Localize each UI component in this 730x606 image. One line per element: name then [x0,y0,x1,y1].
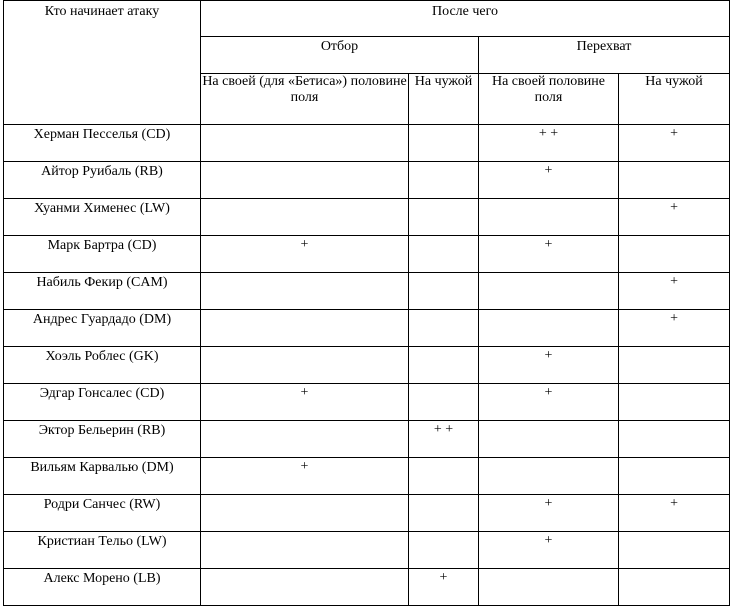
cell-interception-own-half: + [479,347,619,384]
player-name-cell: Родри Санчес (RW) [4,495,201,532]
player-name-cell: Эдгар Гонсалес (CD) [4,384,201,421]
cell-interception-opponent-half: + [619,125,730,162]
cell-interception-opponent-half [619,384,730,421]
table-row [4,458,730,495]
table-row [4,421,730,458]
table-row [4,199,730,236]
table-row [4,384,730,421]
header-tackle-own-half: На своей (для «Бетиса») половине поля [201,73,409,124]
header-who-starts-attack: Кто начинает атаку [4,1,201,125]
cell-tackle-own-half [201,569,409,606]
cell-interception-opponent-half [619,532,730,569]
cell-tackle-own-half [201,495,409,532]
cell-interception-own-half [479,199,619,236]
cell-interception-opponent-half [619,569,730,606]
player-name-cell: Кристиан Тельо (LW) [4,532,201,569]
cell-tackle-own-half: + [201,458,409,495]
cell-interception-own-half: + [479,236,619,273]
table-row [4,273,730,310]
header-row-top [4,1,730,37]
header-interception-own-half: На своей половине поля [479,73,619,124]
cell-tackle-opponent-half [409,495,479,532]
cell-interception-own-half [479,310,619,347]
cell-interception-opponent-half [619,458,730,495]
cell-interception-opponent-half [619,421,730,458]
cell-interception-opponent-half [619,162,730,199]
player-name-cell: Херман Песселья (CD) [4,125,201,162]
cell-interception-own-half [479,458,619,495]
cell-interception-opponent-half [619,347,730,384]
cell-interception-own-half [479,569,619,606]
table-row [4,125,730,162]
cell-interception-own-half: + [479,495,619,532]
table-row [4,495,730,532]
attack-table [3,0,730,606]
table-row [4,569,730,606]
cell-interception-opponent-half: + [619,310,730,347]
player-name-cell: Вильям Карвалью (DM) [4,458,201,495]
cell-tackle-opponent-half [409,162,479,199]
cell-tackle-own-half [201,162,409,199]
cell-tackle-opponent-half [409,310,479,347]
table-row [4,310,730,347]
cell-tackle-opponent-half [409,532,479,569]
cell-tackle-own-half [201,310,409,347]
player-name-cell: Хоэль Роблес (GK) [4,347,201,384]
cell-tackle-own-half: + [201,236,409,273]
cell-tackle-opponent-half [409,347,479,384]
cell-tackle-opponent-half [409,458,479,495]
player-name-cell: Марк Бартра (CD) [4,236,201,273]
player-name-cell: Айтор Руибаль (RB) [4,162,201,199]
header-after-what: После чего [201,1,730,37]
cell-tackle-opponent-half [409,236,479,273]
player-name-cell: Эктор Бельерин (RB) [4,421,201,458]
cell-interception-opponent-half: + [619,495,730,532]
header-tackle: Отбор [201,37,479,73]
cell-interception-opponent-half: + [619,199,730,236]
cell-tackle-opponent-half [409,125,479,162]
player-name-cell: Набиль Фекир (CAM) [4,273,201,310]
cell-interception-own-half: + [479,532,619,569]
header-tackle-opponent-half: На чужой [409,73,479,124]
cell-tackle-own-half [201,347,409,384]
player-name-cell: Андрес Гуардадо (DM) [4,310,201,347]
cell-tackle-own-half [201,532,409,569]
cell-interception-own-half [479,421,619,458]
cell-tackle-opponent-half [409,384,479,421]
header-interception-opponent-half: На чужой [619,73,730,124]
cell-interception-own-half: + [479,162,619,199]
player-name-cell: Алекс Морено (LB) [4,569,201,606]
cell-tackle-own-half [201,421,409,458]
header-interception: Перехват [479,37,730,73]
cell-interception-own-half: + + [479,125,619,162]
cell-tackle-own-half [201,273,409,310]
cell-tackle-opponent-half: + + [409,421,479,458]
cell-tackle-own-half: + [201,384,409,421]
table-body [4,1,730,606]
cell-tackle-opponent-half [409,199,479,236]
cell-tackle-opponent-half: + [409,569,479,606]
cell-interception-opponent-half: + [619,273,730,310]
table-row [4,532,730,569]
cell-interception-own-half: + [479,384,619,421]
cell-interception-opponent-half [619,236,730,273]
cell-tackle-own-half [201,125,409,162]
table-row [4,347,730,384]
cell-tackle-own-half [201,199,409,236]
cell-interception-own-half [479,273,619,310]
cell-tackle-opponent-half [409,273,479,310]
table-row [4,162,730,199]
player-name-cell: Хуанми Хименес (LW) [4,199,201,236]
table-row [4,236,730,273]
